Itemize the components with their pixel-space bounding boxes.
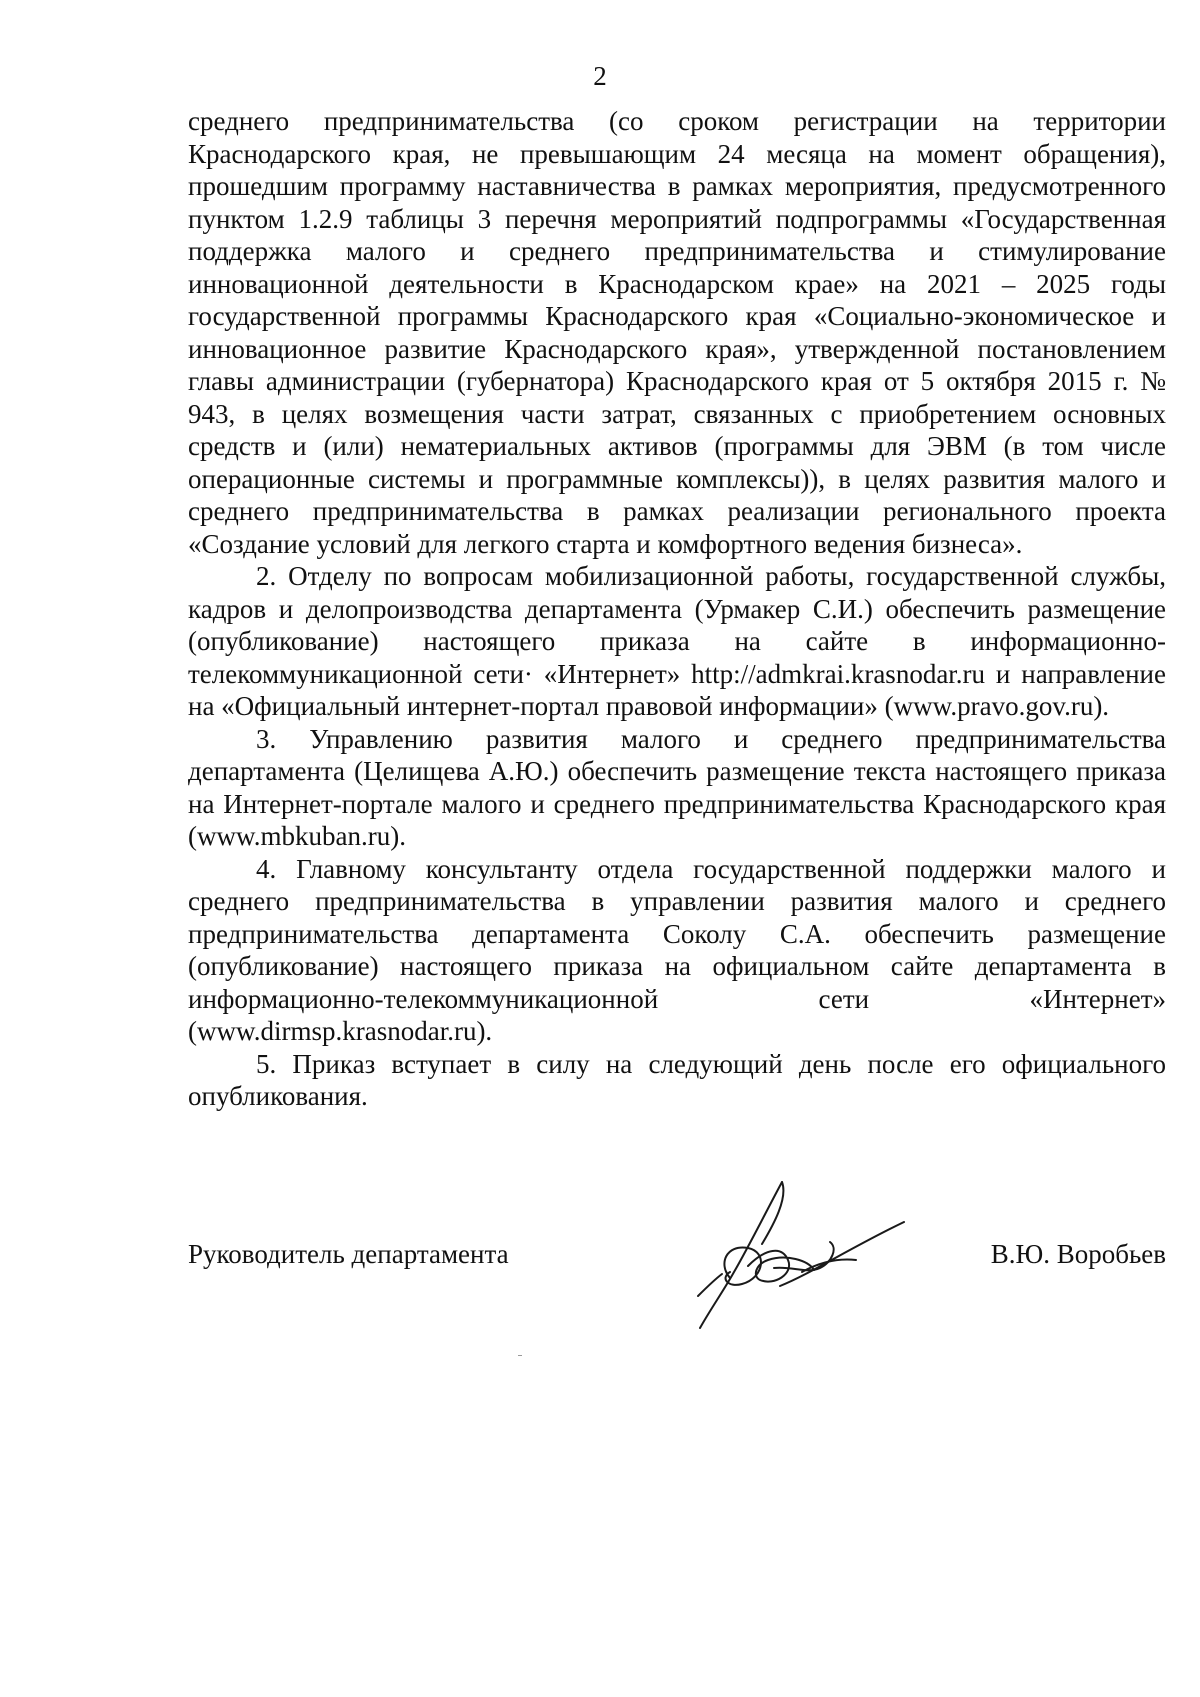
paragraph-2: 2. Отделу по вопросам мобилизационной работы, государственной службы, кадров и делопроизводства департамента (Урмакер С.И.) обеспечить размещение (опубликование) настоящего приказа на сайте в информационно-телекоммуникационной сети· «Интернет» http://admkrai.krasnodar.ru и направление на «Официальный интернет-портал правовой информации» (www.pravo.gov.ru).: [188, 561, 1166, 721]
signer-name: В.Ю. Воробьев: [990, 1239, 1166, 1269]
paragraph-1-continuation: среднего предпринимательства (со сроком регистрации на территории Краснодарского края, не превышающим 24 месяца на момент обращения), прошедшим программу наставничества в рамках мероприятия, предусмотренного пунктом 1.2.9 таблицы 3 перечня мероприятий подпрограммы «Государственная поддержка малого и среднего предпринимательства и стимулирование инновационной деятельности в Краснодарском крае» на 2021 – 2025 годы государственной программы Краснодарского края «Социально-экономическое и инновационное развитие Краснодарского края», утвержденной постановлением главы администрации (губернатора) Краснодарского края от 5 октября 2015 г. № 943, в целях возмещения части затрат, связанных с приобретением основных средств и (или) нематериальных активов (программы для ЭВМ (в том числе операционные системы и программные комплексы)), в целях развития малого и среднего предпринимательства в рамках реализации регионального проекта «Создание условий для легкого старта и комфортного ведения бизнеса».: [188, 106, 1166, 559]
paragraph-5: 5. Приказ вступает в силу на следующий день после его официального опубликования.: [188, 1048, 1166, 1111]
page-number: 2: [593, 61, 607, 91]
paragraph-3: 3. Управлению развития малого и среднего предпринимательства департамента (Целищева А.Ю.) обеспечить размещение текста настоящего приказа на Интернет-портале малого и среднего предпринимательства Краснодарского края (www.mbkuban.ru).: [188, 723, 1166, 851]
handwritten-signature: [670, 1168, 910, 1333]
scan-speck: [518, 1355, 522, 1356]
paragraph-4: 4. Главному консультанту отдела государственной поддержки малого и среднего предпринимательства в управлении развития малого и среднего предпринимательства департамента Соколу С.А. обеспечить размещение (опубликование) настоящего приказа на официальном сайте департамента в информационно-телекоммуникационной сети «Интернет» (www.dirmsp.krasnodar.ru).: [188, 853, 1166, 1046]
document-body: [188, 105, 1166, 1113]
signer-title: Руководитель департамента: [188, 1239, 509, 1269]
